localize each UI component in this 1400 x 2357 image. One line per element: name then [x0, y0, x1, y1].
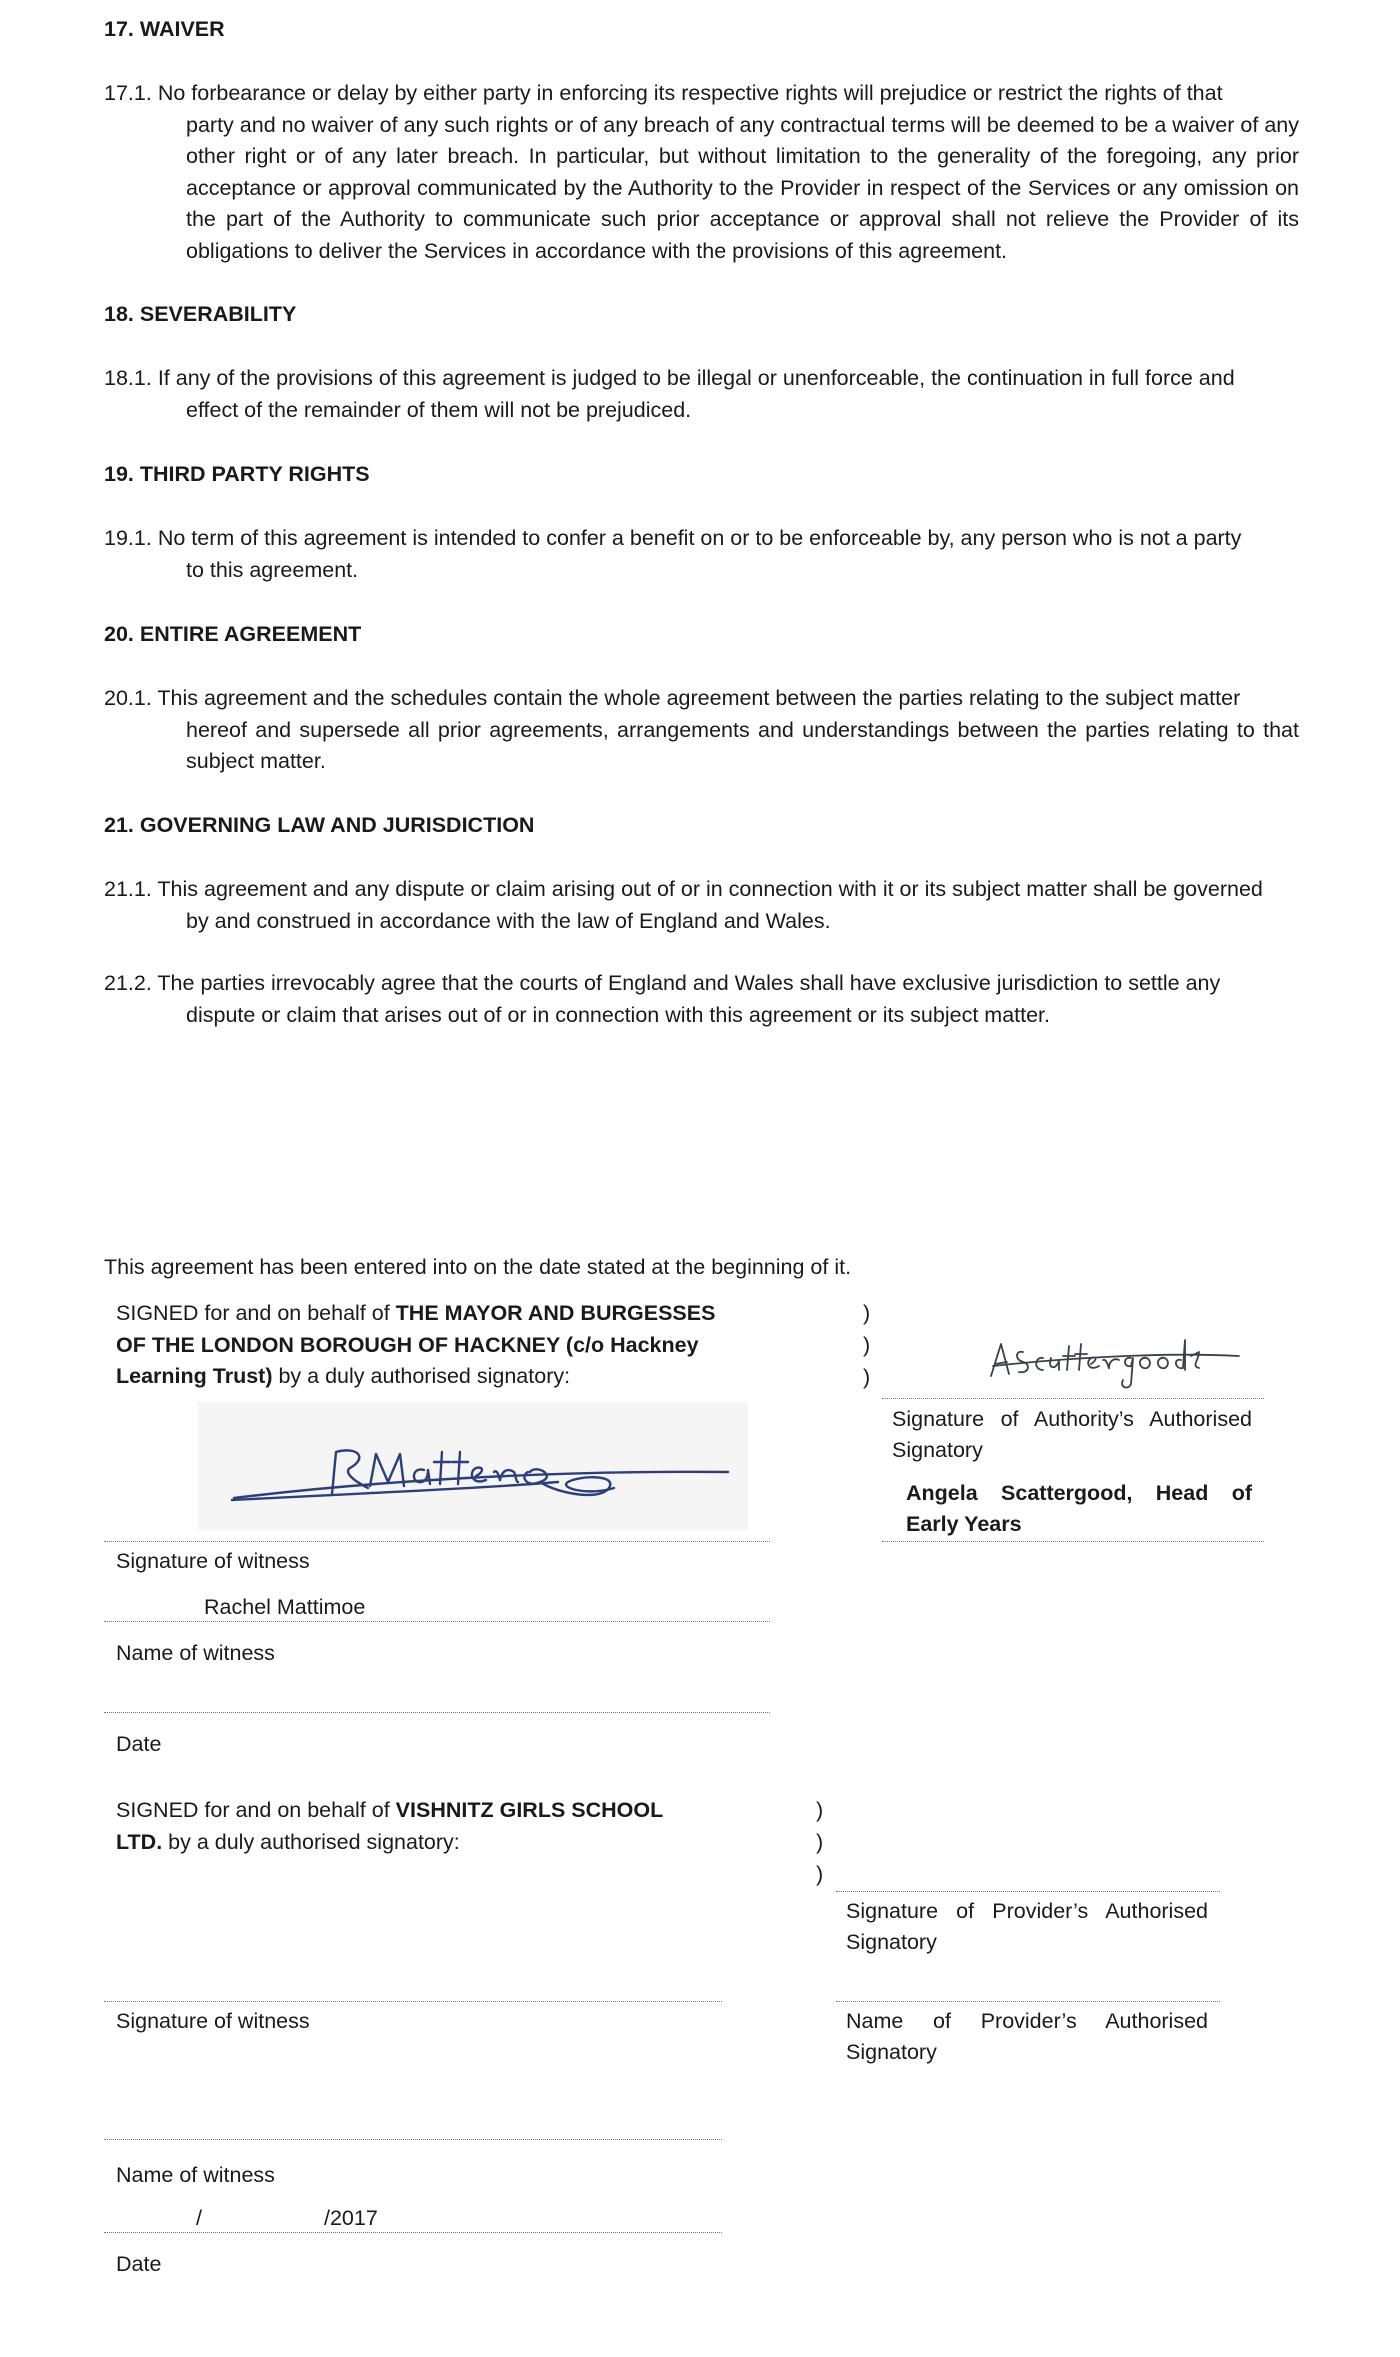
authority-date-line [104, 1712, 770, 1713]
clause-20-1-continuation: hereof and supersede all prior agreements, arrangements and understandings between the parties relating to that subject matter. [186, 717, 1299, 773]
authority-party-line-3: Learning Trust) [116, 1364, 273, 1388]
provider-bracket-3: ) [816, 1862, 824, 1886]
provider-witness-name-label: Name of witness [116, 2163, 275, 2187]
authority-signature-label-line-1: Signature of Authority’s Authorised [892, 1407, 1252, 1431]
provider-bracket-2: ) [816, 1830, 824, 1854]
provider-date-slash: / [196, 2206, 202, 2230]
provider-signature-line [836, 1891, 1220, 1892]
provider-signed-suffix: by a duly authorised signatory: [162, 1829, 460, 1854]
authority-signature-image [985, 1330, 1245, 1390]
clause-18-1-first-line: If any of the provisions of this agreement is judged to be illegal or unenforceable, the continuation in full force and [157, 366, 1235, 390]
authority-party-line-2: OF THE LONDON BOROUGH OF HACKNEY (c/o Hackney [116, 1332, 699, 1357]
authority-bracket-3: ) [863, 1365, 871, 1389]
clause-21-2-continuation: dispute or claim that arises out of or in connection with this agreement or its subject matter. [186, 1002, 1050, 1027]
provider-party-line-2: LTD. [116, 1829, 163, 1854]
clause-21-1-first-line: This agreement and any dispute or claim arising out of or in connection with it or its subject matter shall be governed [157, 877, 1263, 901]
witness-signature-line [104, 1541, 770, 1542]
section-17-heading: 17. WAIVER [104, 17, 225, 41]
clause-19-1 [104, 523, 1299, 586]
clause-21-2-first-line: The parties irrevocably agree that the courts of England and Wales shall have exclusive jurisdiction to settle any [157, 971, 1221, 995]
clause-18-1 [104, 363, 1299, 426]
clause-19-1-number: 19.1. [104, 526, 152, 550]
clause-21-1-continuation: by and construed in accordance with the law of England and Wales. [186, 908, 831, 933]
witness-name-line [104, 1621, 770, 1622]
witness-signature-image [228, 1436, 738, 1516]
entered-statement: This agreement has been entered into on the date stated at the beginning of it. [104, 1255, 852, 1279]
section-18-heading: 18. SEVERABILITY [104, 302, 297, 326]
authority-date-label: Date [116, 1732, 162, 1756]
clause-19-1-continuation: to this agreement. [186, 557, 359, 582]
provider-party-line-1: VISHNITZ GIRLS SCHOOL [395, 1798, 664, 1822]
authority-bracket-1: ) [863, 1301, 871, 1325]
witness-name-label: Name of witness [116, 1641, 275, 1665]
section-20-heading: 20. ENTIRE AGREEMENT [104, 622, 362, 646]
provider-name-label-line-2: Signatory [846, 2040, 937, 2064]
clause-17-1-continuation: party and no waiver of any such rights or of any breach of any contractual terms will be deemed to be a waiver of any other right or of any later breach. In particular, but without limitation to the generality of the foregoing, any prior acceptance or approval communicated by the Authority to the Provider in respect of the Services or any omission on the part of the Authority to communicate such prior acceptance or approval shall not relieve the Provider of its obligations to deliver the Services in accordance with the provisions of this agreement. [186, 112, 1299, 263]
clause-21-2 [104, 968, 1299, 1031]
authority-signing-statement [116, 1298, 776, 1393]
clause-21-1 [104, 874, 1299, 937]
clause-17-1-first-line: No forbearance or delay by either party in enforcing its respective rights will prejudice or restrict the rights of that [157, 81, 1223, 105]
witness-signature-label: Signature of witness [116, 1549, 310, 1573]
provider-witness-signature-line [104, 2001, 722, 2002]
clause-17-1 [104, 78, 1299, 267]
clause-17-1-number: 17.1. [104, 81, 152, 105]
provider-date-year: /2017 [324, 2206, 378, 2230]
provider-witness-name-line [104, 2139, 722, 2140]
provider-date-label: Date [116, 2252, 162, 2276]
section-21-heading: 21. GOVERNING LAW AND JURISDICTION [104, 813, 535, 837]
authority-signature-line [882, 1398, 1264, 1399]
clause-20-1-number: 20.1. [104, 686, 152, 710]
authority-signed-suffix: by a duly authorised signatory: [272, 1364, 571, 1388]
clause-21-2-number: 21.2. [104, 971, 152, 995]
provider-signing-statement [116, 1795, 736, 1858]
clause-20-1-first-line: This agreement and the schedules contain the whole agreement between the parties relating to the subject matter [157, 686, 1241, 710]
provider-name-label-line-1: Name of Provider’s Authorised [846, 2009, 1208, 2033]
provider-name-line [836, 2001, 1220, 2002]
witness-name-value: Rachel Mattimoe [204, 1595, 366, 1619]
clause-20-1 [104, 683, 1299, 778]
provider-signature-label-line-1: Signature of Provider’s Authorised [846, 1899, 1208, 1923]
clause-18-1-number: 18.1. [104, 366, 152, 390]
authority-bracket-2: ) [863, 1333, 871, 1357]
authority-signatory-name-line [882, 1541, 1264, 1542]
provider-witness-signature-label: Signature of witness [116, 2009, 310, 2033]
authority-signature-label-line-2: Signatory [892, 1438, 983, 1462]
clause-21-1-number: 21.1. [104, 877, 152, 901]
provider-bracket-1: ) [816, 1798, 824, 1822]
provider-signature-label-line-2: Signatory [846, 1930, 937, 1954]
clause-18-1-continuation: effect of the remainder of them will not be prejudiced. [186, 397, 692, 422]
authority-signatory-name-line-2: Early Years [906, 1512, 1022, 1536]
authority-signed-prefix: SIGNED for and on behalf of [116, 1301, 396, 1325]
section-19-heading: 19. THIRD PARTY RIGHTS [104, 462, 370, 486]
clause-19-1-first-line: No term of this agreement is intended to confer a benefit on or to be enforceable by, any person who is not a party [157, 526, 1242, 550]
provider-date-line [104, 2232, 722, 2233]
authority-signatory-name-line-1: Angela Scattergood, Head of [906, 1481, 1252, 1505]
provider-signed-prefix: SIGNED for and on behalf of [116, 1798, 396, 1822]
authority-party-line-1: THE MAYOR AND BURGESSES [395, 1301, 716, 1325]
